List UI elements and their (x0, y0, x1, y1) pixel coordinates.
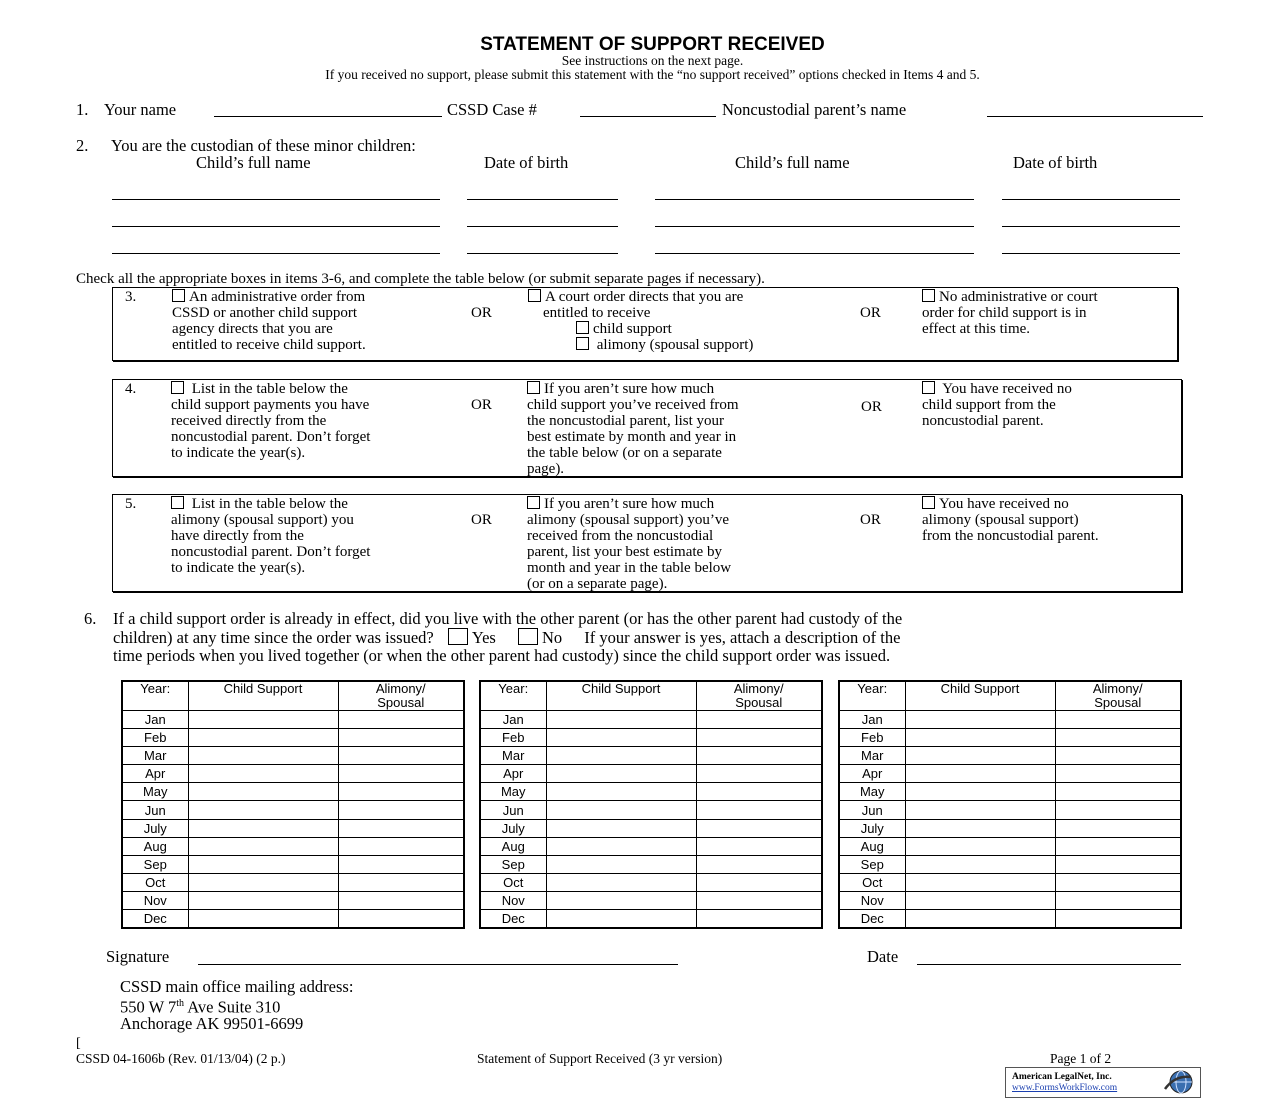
month-row (839, 855, 1181, 873)
month-label: Mar (480, 747, 546, 765)
child-support-cell[interactable] (905, 711, 1055, 729)
month-label: Aug (480, 837, 546, 855)
alimony-cell[interactable] (696, 801, 822, 819)
admin-order-checkbox[interactable] (172, 289, 185, 302)
alimony-cell[interactable] (1055, 747, 1181, 765)
item6-number: 6. (84, 609, 97, 628)
estimate-checkbox[interactable] (527, 381, 540, 394)
month-label: July (480, 819, 546, 837)
child-support-checkbox[interactable] (576, 321, 589, 334)
year-header[interactable]: Year: (480, 681, 546, 711)
child-support-cell[interactable] (188, 819, 338, 837)
month-row (839, 747, 1181, 765)
alimony-cell[interactable] (338, 711, 464, 729)
month-label: Oct (480, 873, 546, 891)
month-label: Nov (839, 891, 905, 909)
dob-field[interactable] (467, 253, 618, 254)
month-row (839, 873, 1181, 891)
child-name-field[interactable] (112, 199, 440, 200)
alimony-cell[interactable] (696, 765, 822, 783)
form-title: Statement of Support Received (3 yr version) (477, 1051, 723, 1066)
child-support-cell[interactable] (905, 873, 1055, 891)
child-support-header: Child Support (188, 681, 338, 711)
month-row (839, 837, 1181, 855)
or-label: OR (471, 512, 492, 528)
or-label: OR (860, 305, 881, 321)
item5-option-list[interactable]: List in the table below the alimony (spousal support) you have directly from the noncustodial parent. Don’t forget to indicate the year(s). (171, 496, 371, 576)
signature-field[interactable] (198, 964, 678, 965)
month-row (839, 711, 1181, 729)
alimony-cell[interactable] (696, 819, 822, 837)
child-support-cell[interactable] (905, 747, 1055, 765)
alimony-cell[interactable] (1055, 891, 1181, 909)
child-support-cell[interactable] (546, 837, 696, 855)
month-row (122, 819, 464, 837)
child-support-cell[interactable] (546, 729, 696, 747)
item3-option-court-order[interactable]: A court order directs that you are entitled to receive child support alimony (spousal support) (528, 289, 753, 353)
month-label: Feb (122, 729, 188, 747)
monthly-table-3 (838, 680, 1182, 929)
month-row (839, 765, 1181, 783)
month-label: Jan (122, 711, 188, 729)
month-label: May (480, 783, 546, 801)
month-label: Jun (122, 801, 188, 819)
alimony-cell[interactable] (338, 873, 464, 891)
month-row (122, 855, 464, 873)
no-alimony-checkbox[interactable] (922, 496, 935, 509)
month-label: Feb (839, 729, 905, 747)
or-label: OR (861, 399, 882, 415)
child-support-cell[interactable] (905, 783, 1055, 801)
alimony-cell[interactable] (696, 837, 822, 855)
month-row (480, 819, 822, 837)
month-row (122, 747, 464, 765)
child-support-cell[interactable] (188, 783, 338, 801)
child-name-header-1: Child’s full name (196, 153, 311, 172)
alimony-cell[interactable] (1055, 873, 1181, 891)
month-label: May (839, 783, 905, 801)
month-label: Dec (839, 910, 905, 929)
child-name-header-2: Child’s full name (735, 153, 850, 172)
alimony-cell[interactable] (696, 910, 822, 929)
item5-number: 5. (125, 496, 137, 512)
alimony-cell[interactable] (338, 783, 464, 801)
child-support-cell[interactable] (546, 855, 696, 873)
child-support-cell[interactable] (905, 765, 1055, 783)
alimony-cell[interactable] (338, 801, 464, 819)
child-support-cell[interactable] (188, 729, 338, 747)
item4-option-none[interactable]: You have received no child support from the noncustodial parent. (922, 381, 1072, 429)
month-row (839, 801, 1181, 819)
page-title: STATEMENT OF SUPPORT RECEIVED (480, 34, 825, 55)
alimony-cell[interactable] (338, 729, 464, 747)
alimony-cell[interactable] (1055, 711, 1181, 729)
item4-option-estimate[interactable]: If you aren’t sure how much child support you’ve received from the noncustodial parent, list your best estimate by month and year in the table below (or on a separate page). (527, 381, 739, 477)
child-support-cell[interactable] (188, 837, 338, 855)
alimony-estimate-checkbox[interactable] (527, 496, 540, 509)
alimony-cell[interactable] (338, 891, 464, 909)
item2-number: 2. (76, 136, 89, 155)
month-label: Aug (122, 837, 188, 855)
month-label: Oct (122, 873, 188, 891)
alimony-cell[interactable] (338, 837, 464, 855)
month-row (122, 783, 464, 801)
alimony-cell[interactable] (1055, 729, 1181, 747)
alimony-cell[interactable] (1055, 765, 1181, 783)
dob-field[interactable] (1002, 199, 1180, 200)
month-label: Jun (480, 801, 546, 819)
signature-label: Signature (106, 947, 170, 966)
item3-option-no-order[interactable]: No administrative or court order for child support is in effect at this time. (922, 289, 1098, 337)
no-label: No (541, 628, 563, 647)
alimony-cell[interactable] (696, 855, 822, 873)
month-row (122, 837, 464, 855)
monthly-table-1 (121, 680, 465, 929)
header-instruction-2: If you received no support, please submit this statement with the “no support received” options checked in Items 4 and 5. (325, 67, 980, 82)
month-label: Apr (839, 765, 905, 783)
month-label: Apr (480, 765, 546, 783)
alimony-cell[interactable] (338, 855, 464, 873)
child-support-cell[interactable] (546, 711, 696, 729)
year-header[interactable]: Year: (122, 681, 188, 711)
month-label: Oct (839, 873, 905, 891)
month-label: Nov (480, 891, 546, 909)
month-row (839, 783, 1181, 801)
no-order-checkbox[interactable] (922, 289, 935, 302)
year-header[interactable]: Year: (839, 681, 905, 711)
month-row (122, 711, 464, 729)
month-row (480, 891, 822, 909)
custodian-statement: You are the custodian of these minor children: (111, 136, 416, 155)
child-support-cell[interactable] (188, 855, 338, 873)
item3-option-admin-order[interactable]: An administrative order from CSSD or another child support agency directs that you are entitled to receive child support. (172, 289, 366, 353)
yes-checkbox[interactable] (448, 628, 468, 645)
globe-icon (1161, 1069, 1197, 1096)
month-label: July (122, 819, 188, 837)
logo-url-link[interactable]: www.FormsWorkFlow.com (1012, 1083, 1118, 1093)
month-row (480, 747, 822, 765)
alimony-cell[interactable] (338, 747, 464, 765)
child-support-cell[interactable] (905, 855, 1055, 873)
month-row (839, 729, 1181, 747)
month-row (480, 729, 822, 747)
alimony-checkbox[interactable] (576, 337, 589, 350)
month-row (480, 783, 822, 801)
list-payments-checkbox[interactable] (171, 381, 184, 394)
american-legalnet-logo[interactable] (1005, 1067, 1201, 1098)
child-support-cell[interactable] (546, 783, 696, 801)
checkbox-instructions: Check all the appropriate boxes in items 3-6, and complete the table below (or submit separate pages if necessary). (76, 271, 765, 287)
item4-option-list[interactable]: List in the table below the child support payments you have received directly from the noncustodial parent. Don’t forget to indicate the year(s). (171, 381, 371, 461)
no-child-support-checkbox[interactable] (922, 381, 935, 394)
child-support-cell[interactable] (905, 729, 1055, 747)
month-row (122, 891, 464, 909)
month-row (480, 765, 822, 783)
your-name-field[interactable] (214, 116, 442, 117)
logo-company-name: American LegalNet, Inc. (1012, 1072, 1112, 1082)
child-support-cell[interactable] (188, 910, 338, 929)
child-support-cell[interactable] (546, 747, 696, 765)
header-instruction-1: See instructions on the next page. (561, 53, 744, 68)
month-label: Feb (480, 729, 546, 747)
month-row (480, 711, 822, 729)
alimony-cell[interactable] (1055, 910, 1181, 929)
month-label: Mar (122, 747, 188, 765)
alimony-header: Alimony/ Spousal (696, 681, 822, 711)
cssd-case-field[interactable] (580, 116, 716, 117)
alimony-cell[interactable] (696, 729, 822, 747)
dob-header-1: Date of birth (484, 153, 569, 172)
child-support-cell[interactable] (905, 837, 1055, 855)
child-support-cell[interactable] (905, 801, 1055, 819)
child-name-field[interactable] (655, 253, 974, 254)
page-number: Page 1 of 2 (1050, 1051, 1112, 1066)
child-name-field[interactable] (112, 253, 440, 254)
child-name-field[interactable] (655, 226, 974, 227)
child-support-cell[interactable] (905, 819, 1055, 837)
month-row (122, 801, 464, 819)
alimony-cell[interactable] (696, 783, 822, 801)
dob-field[interactable] (1002, 226, 1180, 227)
child-support-cell[interactable] (546, 891, 696, 909)
month-row (839, 891, 1181, 909)
alimony-cell[interactable] (1055, 837, 1181, 855)
month-row (122, 765, 464, 783)
month-label: Aug (839, 837, 905, 855)
child-support-header: Child Support (905, 681, 1055, 711)
monthly-table-2 (479, 680, 823, 929)
child-support-cell[interactable] (188, 747, 338, 765)
month-label: May (122, 783, 188, 801)
child-support-cell[interactable] (546, 873, 696, 891)
date-label: Date (867, 947, 899, 966)
month-row (122, 873, 464, 891)
month-label: Sep (839, 855, 905, 873)
month-label: Mar (839, 747, 905, 765)
child-support-header: Child Support (546, 681, 696, 711)
alimony-cell[interactable] (1055, 801, 1181, 819)
month-label: July (839, 819, 905, 837)
month-row (122, 729, 464, 747)
dob-field[interactable] (467, 199, 618, 200)
alimony-cell[interactable] (338, 819, 464, 837)
alimony-cell[interactable] (696, 891, 822, 909)
court-order-checkbox[interactable] (528, 289, 541, 302)
alimony-cell[interactable] (338, 910, 464, 929)
month-row (480, 837, 822, 855)
alimony-cell[interactable] (696, 873, 822, 891)
month-row (480, 801, 822, 819)
dob-header-2: Date of birth (1013, 153, 1098, 172)
alimony-cell[interactable] (1055, 819, 1181, 837)
footer-bracket: [ (76, 1036, 81, 1051)
month-row (480, 910, 822, 929)
alimony-header: Alimony/ Spousal (1055, 681, 1181, 711)
child-name-field[interactable] (655, 199, 974, 200)
item4-number: 4. (125, 381, 137, 397)
child-support-cell[interactable] (546, 819, 696, 837)
list-alimony-checkbox[interactable] (171, 496, 184, 509)
child-support-cell[interactable] (546, 801, 696, 819)
month-label: Jan (839, 711, 905, 729)
child-support-cell[interactable] (188, 765, 338, 783)
noncustodial-parent-label: Noncustodial parent’s name (722, 100, 907, 119)
month-label: Apr (122, 765, 188, 783)
child-support-cell[interactable] (905, 891, 1055, 909)
month-label: Jan (480, 711, 546, 729)
month-label: Dec (480, 910, 546, 929)
month-label: Sep (480, 855, 546, 873)
yes-label: Yes (471, 628, 496, 647)
child-name-field[interactable] (112, 226, 440, 227)
month-row (839, 910, 1181, 929)
child-support-cell[interactable] (188, 801, 338, 819)
alimony-cell[interactable] (696, 747, 822, 765)
month-label: Jun (839, 801, 905, 819)
month-row (480, 873, 822, 891)
dob-field[interactable] (1002, 253, 1180, 254)
item3-number: 3. (125, 289, 137, 305)
your-name-label: Your name (104, 100, 177, 119)
alimony-cell[interactable] (1055, 855, 1181, 873)
or-label: OR (471, 397, 492, 413)
child-support-cell[interactable] (188, 711, 338, 729)
month-label: Sep (122, 855, 188, 873)
date-field[interactable] (917, 964, 1181, 965)
alimony-cell[interactable] (338, 765, 464, 783)
item1-number: 1. (76, 100, 89, 119)
alimony-cell[interactable] (696, 711, 822, 729)
item5-option-estimate[interactable]: If you aren’t sure how much alimony (spousal support) you’ve received from the noncustodial parent, list your best estimate by month and year in the table below (or on a separate page). (527, 496, 732, 592)
child-support-cell[interactable] (905, 910, 1055, 929)
alimony-cell[interactable] (1055, 783, 1181, 801)
or-label: OR (471, 305, 492, 321)
month-row (480, 855, 822, 873)
month-row (122, 910, 464, 929)
form-id: CSSD 04-1606b (Rev. 01/13/04) (2 p.) (76, 1051, 286, 1066)
alimony-header: Alimony/ Spousal (338, 681, 464, 711)
no-checkbox[interactable] (518, 628, 538, 645)
dob-field[interactable] (467, 226, 618, 227)
month-row (839, 819, 1181, 837)
mailing-address: CSSD main office mailing address: 550 W 7th Ave Suite 310 Anchorage AK 99501-6699 (120, 977, 354, 1033)
cssd-case-label: CSSD Case # (447, 100, 537, 119)
or-label: OR (860, 512, 881, 528)
child-support-cell[interactable] (188, 891, 338, 909)
item5-option-none[interactable]: You have received no alimony (spousal support) from the noncustodial parent. (922, 496, 1099, 544)
noncustodial-parent-field[interactable] (987, 116, 1203, 117)
item6-question: If a child support order is already in effect, did you live with the other parent (or has the other parent had custody of the children) at any time since the order was issued? Yes No If your answer is yes, attach a description of the time periods when you lived together (or when the other parent had custody) since the child support order was issued. (113, 609, 903, 665)
child-support-cell[interactable] (188, 873, 338, 891)
month-label: Nov (122, 891, 188, 909)
month-label: Dec (122, 910, 188, 929)
child-support-cell[interactable] (546, 765, 696, 783)
child-support-cell[interactable] (546, 910, 696, 929)
